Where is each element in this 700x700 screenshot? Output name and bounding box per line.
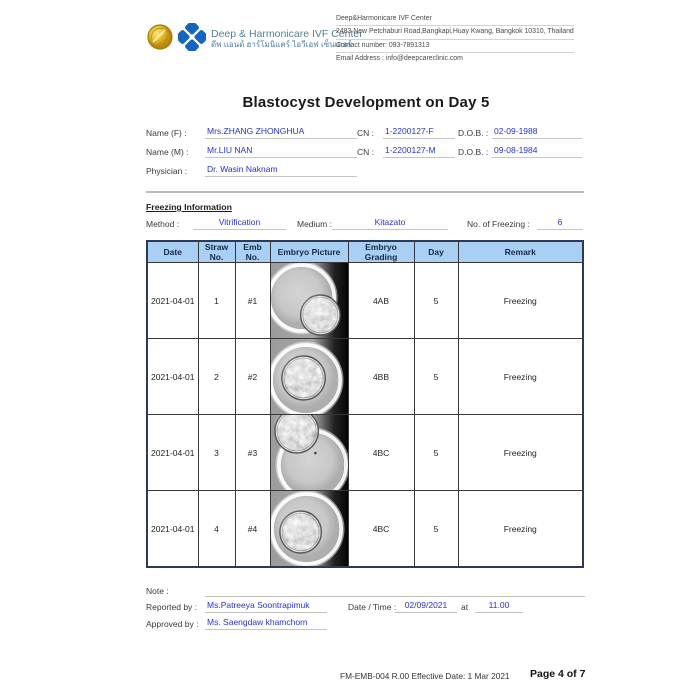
dob-f-label: D.O.B. : xyxy=(458,128,489,138)
cell-date: 2021-04-01 xyxy=(147,263,198,339)
dob-f-value: 02-09-1988 xyxy=(492,126,582,139)
section-divider xyxy=(146,191,584,193)
report-time-value: 11.00 xyxy=(475,600,523,613)
cell-day: 5 xyxy=(414,339,458,415)
embryo-picture xyxy=(270,415,348,491)
cell-grading: 4BC xyxy=(348,491,414,568)
note-label: Note : xyxy=(146,586,169,596)
clinic-name-en: Deep & Harmonicare IVF Center xyxy=(211,28,363,41)
cn-f-value: 1-2200127-F xyxy=(383,126,455,139)
date-time-label: Date / Time : xyxy=(348,602,397,612)
name-f-label: Name (F) : xyxy=(146,128,187,138)
reported-by-value: Ms.Patreeya Soontrapimuk xyxy=(205,600,327,613)
embryo-photo xyxy=(271,415,348,490)
cell-date: 2021-04-01 xyxy=(147,491,198,568)
cell-straw-no: 1 xyxy=(198,263,235,339)
cell-day: 5 xyxy=(414,415,458,491)
table-row xyxy=(147,415,583,491)
page-number: Page 4 of 7 xyxy=(530,668,586,680)
cell-straw-no: 3 xyxy=(198,415,235,491)
cn-m-value: 1-2200127-M xyxy=(383,145,455,158)
cell-day: 5 xyxy=(414,263,458,339)
clinic-contact-block xyxy=(331,12,574,66)
column-header: Date xyxy=(147,241,198,263)
approved-by-value: Ms. Saengdaw khamchorn xyxy=(205,617,327,630)
page-title: Blastocyst Development on Day 5 xyxy=(242,94,490,111)
method-value: Vitrification xyxy=(193,217,286,230)
table-row xyxy=(147,339,583,415)
cell-date: 2021-04-01 xyxy=(147,415,198,491)
cn-f-label: CN : xyxy=(357,128,374,138)
dob-m-value: 09-08-1984 xyxy=(492,145,582,158)
note-value xyxy=(205,584,585,597)
table-row xyxy=(147,491,583,568)
column-header: Embryo Grading xyxy=(348,241,414,263)
cell-remark: Freezing xyxy=(458,263,583,339)
gold-coin-logo-icon xyxy=(147,24,173,55)
clover-cross-logo-icon xyxy=(178,23,206,56)
column-header: Remark xyxy=(458,241,583,263)
method-label: Method : xyxy=(146,219,180,229)
cell-grading: 4BB xyxy=(348,339,414,415)
embryo-photo xyxy=(271,491,348,566)
cell-grading: 4BC xyxy=(348,415,414,491)
name-m-label: Name (M) : xyxy=(146,147,189,157)
table-header-row xyxy=(147,241,583,263)
medium-label: Medium : xyxy=(297,219,332,229)
clinic-email-line: Email Address : info@deepcareclinic.com xyxy=(336,55,463,62)
name-f-value: Mrs.ZHANG ZHONGHUA xyxy=(205,126,357,139)
cell-emb-no: #4 xyxy=(235,491,270,568)
cell-emb-no: #3 xyxy=(235,415,270,491)
clinic-info-line: Deep&Harmonicare IVF Center xyxy=(336,13,574,27)
clinic-header xyxy=(147,12,574,66)
clinic-address-line: 2483 New Petchaburi Road,Bangkapi,Huay Kwang, Bangkok 10310, Thailand xyxy=(336,26,574,40)
column-header: Emb No. xyxy=(235,241,270,263)
dob-m-label: D.O.B. : xyxy=(458,147,489,157)
at-label: at xyxy=(461,602,469,612)
embryo-picture xyxy=(270,263,348,339)
approved-by-label: Approved by : xyxy=(146,619,199,629)
column-header: Embryo Picture xyxy=(270,241,348,263)
physician-label: Physician : xyxy=(146,166,188,176)
clinic-phone-line: Contact number: 093-7891313 xyxy=(336,40,574,54)
cell-grading: 4AB xyxy=(348,263,414,339)
name-m-value: Mr.LIU NAN xyxy=(205,145,357,158)
cell-remark: Freezing xyxy=(458,339,583,415)
embryo-picture xyxy=(270,491,348,568)
physician-value: Dr. Wasin Naknam xyxy=(205,164,357,177)
medium-value: Kitazato xyxy=(332,217,448,230)
freezing-count-label: No. of Freezing : xyxy=(467,219,530,229)
reported-by-label: Reported by : xyxy=(146,602,198,612)
cell-emb-no: #1 xyxy=(235,263,270,339)
cell-remark: Freezing xyxy=(458,491,583,568)
document-code: FM-EMB-004 R.00 Effective Date: 1 Mar 2021 xyxy=(340,671,510,681)
column-header: Straw No. xyxy=(198,241,235,263)
embryo-picture xyxy=(270,339,348,415)
cell-straw-no: 2 xyxy=(198,339,235,415)
cell-date: 2021-04-01 xyxy=(147,339,198,415)
clinic-name-th: ดีพ แอนด์ ฮาร์โมนิแคร์ ไอวีเอฟ เซ็นเตอร์ xyxy=(211,40,352,50)
cell-straw-no: 4 xyxy=(198,491,235,568)
embryo-photo xyxy=(271,263,348,338)
cell-day: 5 xyxy=(414,491,458,568)
embryo-table xyxy=(146,240,584,568)
freezing-section-title: Freezing Information xyxy=(146,202,232,212)
cell-remark: Freezing xyxy=(458,415,583,491)
cell-emb-no: #2 xyxy=(235,339,270,415)
table-body xyxy=(147,263,583,568)
table-row xyxy=(147,263,583,339)
column-header: Day xyxy=(414,241,458,263)
cn-m-label: CN : xyxy=(357,147,374,157)
embryo-photo xyxy=(271,339,348,414)
freezing-count-value: 6 xyxy=(537,217,583,230)
report-date-value: 02/09/2021 xyxy=(395,600,457,613)
clinic-logo-block xyxy=(147,12,363,66)
